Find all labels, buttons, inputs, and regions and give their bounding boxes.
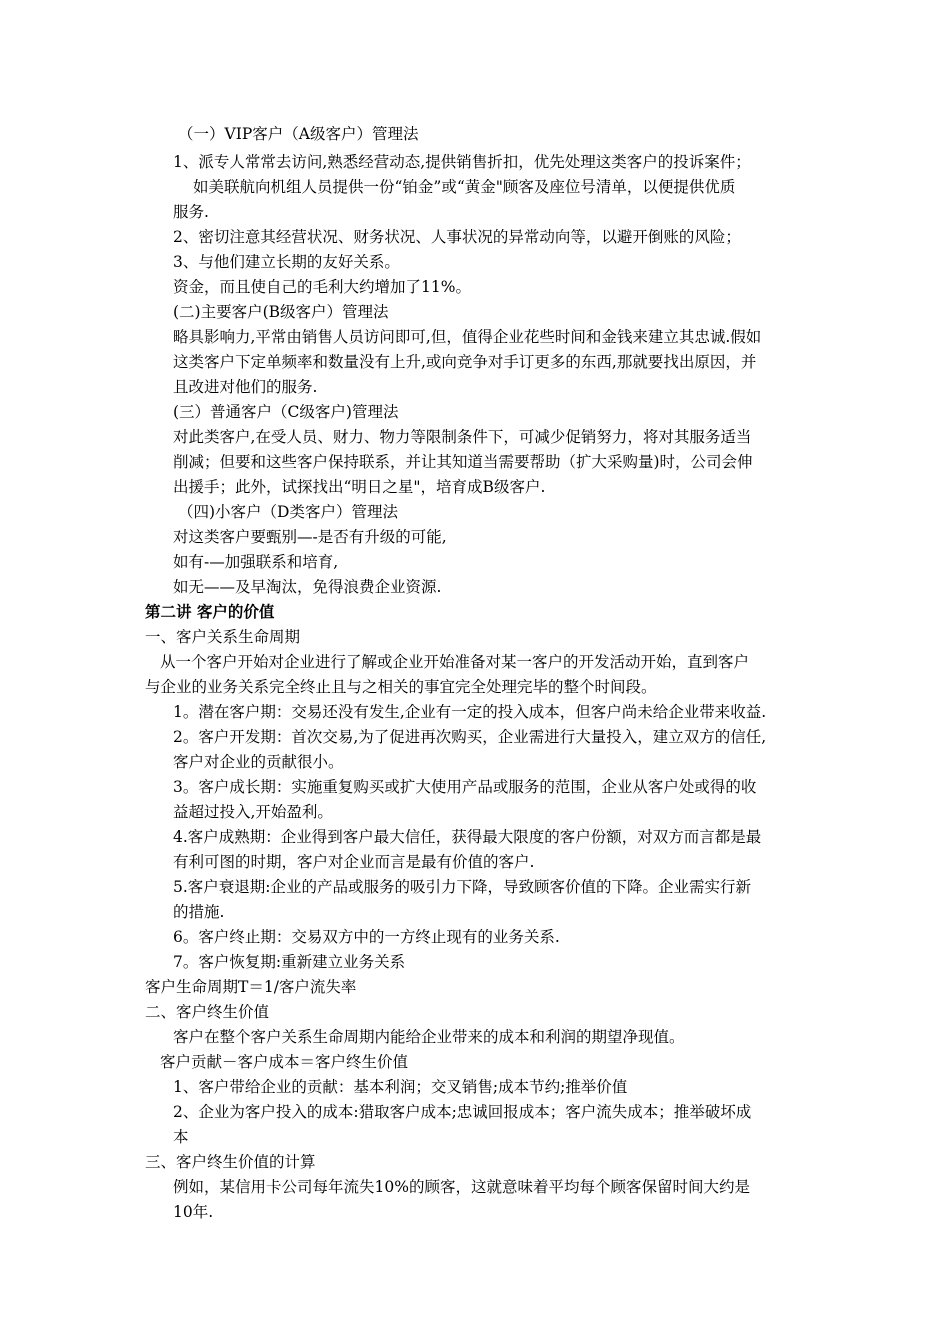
list-item: 7。客户恢复期:重新建立业务关系 bbox=[173, 953, 406, 971]
paragraph-line: 对这类客户要甄别—-是否有升级的可能, bbox=[173, 528, 447, 546]
paragraph-line: 且改进对他们的服务. bbox=[173, 378, 318, 396]
section-heading-calculation: 三、客户终生价值的计算 bbox=[145, 1153, 316, 1171]
paragraph-line: 出援手；此外，试探找出“明日之星"，培育成B级客户. bbox=[173, 478, 546, 496]
paragraph-line: 例如，某信用卡公司每年流失10%的顾客，这就意味着平均每个顾客保留时间大约是 bbox=[173, 1178, 750, 1196]
list-item: 2、企业为客户投入的成本:猎取客户成本;忠诚回报成本；客户流失成本；推举破坏成 bbox=[173, 1103, 752, 1121]
paragraph-line: 削减；但要和这些客户保持联系，并让其知道当需要帮助（扩大采购量)时，公司会伸 bbox=[173, 453, 753, 471]
list-item: 1、客户带给企业的贡献：基本利润；交叉销售;成本节约;推举价值 bbox=[173, 1078, 628, 1096]
chapter-title: 第二讲 客户的价值 bbox=[145, 602, 275, 621]
paragraph-line: 如美联航向机组人员提供一份“铂金”或“黄金"顾客及座位号清单，以便提供优质 bbox=[193, 178, 736, 196]
paragraph-line: 1、派专人常常去访问,熟悉经营动态,提供销售折扣，优先处理这类客户的投诉案件； bbox=[173, 153, 751, 171]
list-item: 6。客户终止期：交易双方中的一方终止现有的业务关系. bbox=[173, 928, 560, 946]
list-item: 2。客户开发期：首次交易,为了促进再次购买，企业需进行大量投入，建立双方的信任, bbox=[173, 728, 767, 746]
paragraph-line: 服务. bbox=[173, 203, 209, 221]
paragraph-line: 益超过投入,开始盈利。 bbox=[173, 803, 333, 821]
paragraph-line: 的措施. bbox=[173, 903, 225, 921]
list-item: 4.客户成熟期：企业得到客户最大信任，获得最大限度的客户份额，对双方而言都是最 bbox=[173, 828, 762, 846]
paragraph-line: 对此类客户,在受人员、财力、物力等限制条件下，可减少促销努力，将对其服务适当 bbox=[173, 428, 752, 446]
paragraph-line: 如无——及早淘汰，免得浪费企业资源. bbox=[173, 578, 442, 596]
paragraph-line: 资金，而且使自己的毛利大约增加了11%。 bbox=[173, 278, 471, 296]
paragraph-line: 2、密切注意其经营状况、财务状况、人事状况的异常动向等，以避开倒账的风险； bbox=[173, 228, 741, 246]
section-heading-small: （四)小客户（D类客户）管理法 bbox=[178, 503, 398, 521]
paragraph-line: 这类客户下定单频率和数量没有上升,或向竞争对手订更多的东西,那就要找出原因，并 bbox=[173, 353, 757, 371]
section-heading-regular: (三）普通客户（C级客户)管理法 bbox=[173, 403, 399, 421]
paragraph-line: 3、与他们建立长期的友好关系。 bbox=[173, 253, 400, 271]
list-item: 1。潜在客户期：交易还没有发生,企业有一定的投入成本，但客户尚未给企业带来收益. bbox=[173, 703, 767, 721]
section-heading-lifecycle: 一、客户关系生命周期 bbox=[145, 628, 301, 646]
list-item: 3。客户成长期：实施重复购买或扩大使用产品或服务的范围，企业从客户处或得的收 bbox=[173, 778, 757, 796]
paragraph-line: 客户对企业的贡献很小。 bbox=[173, 753, 344, 771]
paragraph-line: 如有-—加强联系和培育, bbox=[173, 553, 339, 571]
section-heading-major: (二)主要客户(B级客户）管理法 bbox=[173, 303, 389, 321]
section-heading-lifetime-value: 二、客户终生价值 bbox=[145, 1003, 270, 1021]
section-heading-vip: （一）VIP客户（A级客户）管理法 bbox=[178, 125, 419, 143]
paragraph-line: 从一个客户开始对企业进行了解或企业开始准备对某一客户的开发活动开始，直到客户 bbox=[160, 653, 750, 671]
list-item: 5.客户衰退期:企业的产品或服务的吸引力下降，导致顾客价值的下降。企业需实行新 bbox=[173, 878, 752, 896]
paragraph-line: 略具影响力,平常由销售人员访问即可,但，值得企业花些时间和金钱来建立其忠诚.假如 bbox=[173, 328, 762, 346]
paragraph-line: 有利可图的时期，客户对企业而言是最有价值的客户. bbox=[173, 853, 535, 871]
paragraph-line: 客户在整个客户关系生命周期内能给企业带来的成本和利润的期望净现值。 bbox=[173, 1028, 685, 1046]
formula-line: 客户贡献－客户成本＝客户终生价值 bbox=[160, 1053, 409, 1071]
formula-line: 客户生命周期T＝1/客户流失率 bbox=[145, 978, 357, 996]
paragraph-line: 与企业的业务关系完全终止且与之相关的事宜完全处理完毕的整个时间段。 bbox=[145, 678, 657, 696]
paragraph-line: 10年. bbox=[173, 1203, 214, 1221]
paragraph-line: 本 bbox=[173, 1128, 189, 1146]
